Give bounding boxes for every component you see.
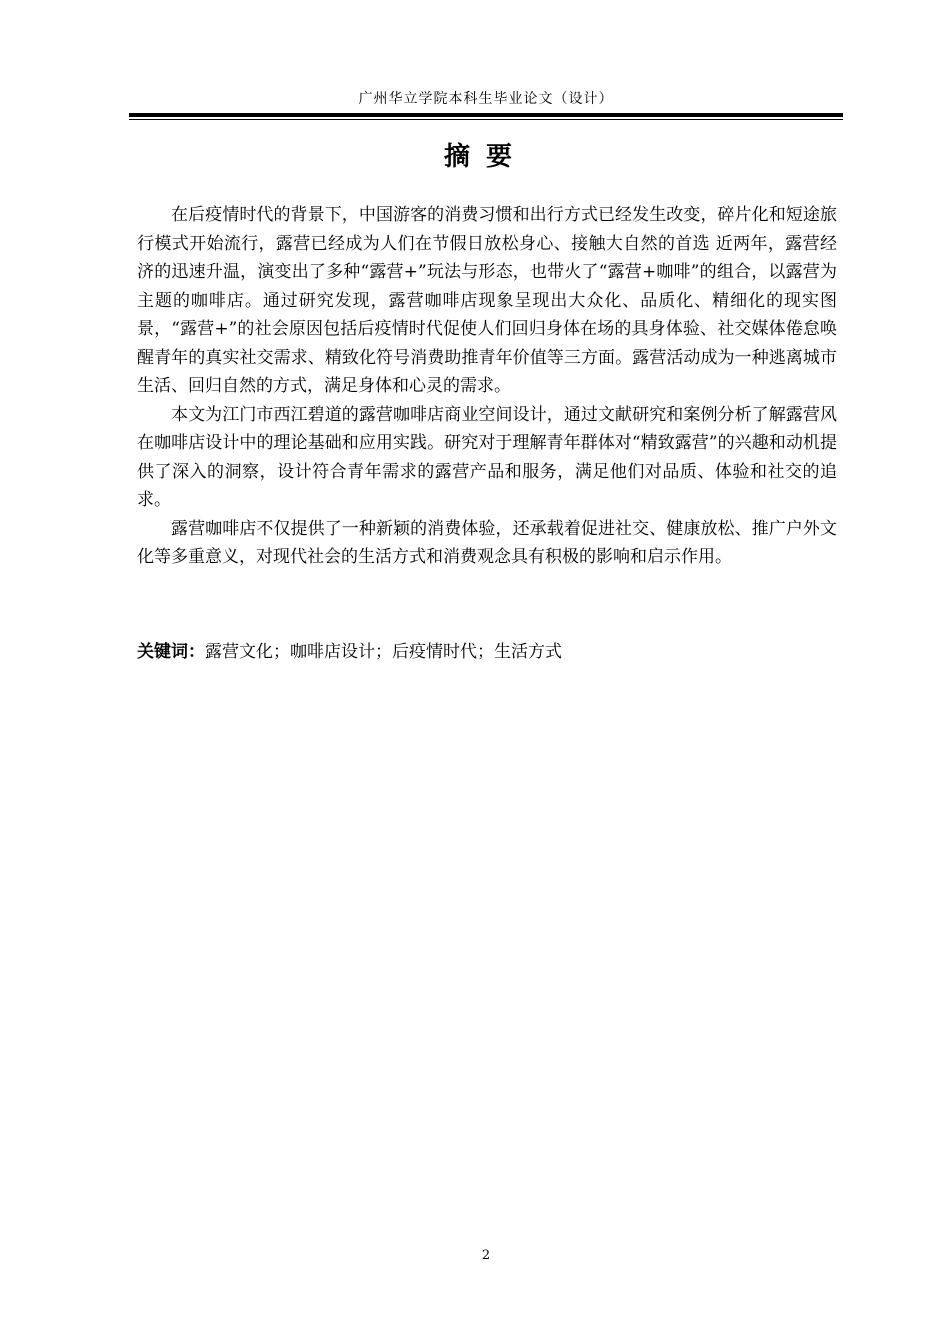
- abstract-body: [137, 201, 837, 572]
- keywords-label: 关键词：: [137, 642, 205, 662]
- abstract-paragraph-3: 露营咖啡店不仅提供了一种新颖的消费体验，还承载着促进社交、健康放松、推广户外文化等多重意义，对现代社会的生活方式和消费观念具有积极的影响和启示作用。: [137, 518, 837, 567]
- keywords-list: 露营文化；咖啡店设计；后疫情时代；生活方式: [205, 642, 562, 662]
- header-rule-thick: [129, 113, 843, 117]
- page-number: 2: [481, 1248, 491, 1263]
- abstract-title: 摘要: [443, 142, 528, 172]
- abstract-paragraph-2: 本文为江门市西江碧道的露营咖啡店商业空间设计，通过文献研究和案例分析了解露营风在咖啡店设计中的理论基础和应用实践。研究对于理解青年群体对“精致露营”的兴趣和动机提供了深入的洞察，设计符合青年需求的露营产品和服务，满足他们对品质、体验和社交的追求。: [137, 404, 837, 510]
- abstract-paragraph-1: 在后疫情时代的背景下，中国游客的消费习惯和出行方式已经发生改变，碎片化和短途旅行模式开始流行，露营已经成为人们在节假日放松身心、接触大自然的首选 近两年，露营经济的迅速升温，演变出了多种“露营+”玩法与形态，也带火了“露营+咖啡”的组合，以露营为主题的咖啡店。通过研究发现，露营咖啡店现象呈现出大众化、品质化、精细化的现实图景，“露营+”的社会原因包括后疫情时代促使人们回归身体在场的具身体验、社交媒体倦怠唤醒青年的真实社交需求、精致化符号消费助推青年价值等三方面。露营活动成为一种逃离城市生活、回归自然的方式，满足身体和心灵的需求。: [137, 205, 837, 396]
- running-header: 广州华立学院本科生毕业论文（设计）: [358, 91, 614, 107]
- keywords-line: [137, 638, 837, 666]
- header-rule-thin: [129, 119, 843, 120]
